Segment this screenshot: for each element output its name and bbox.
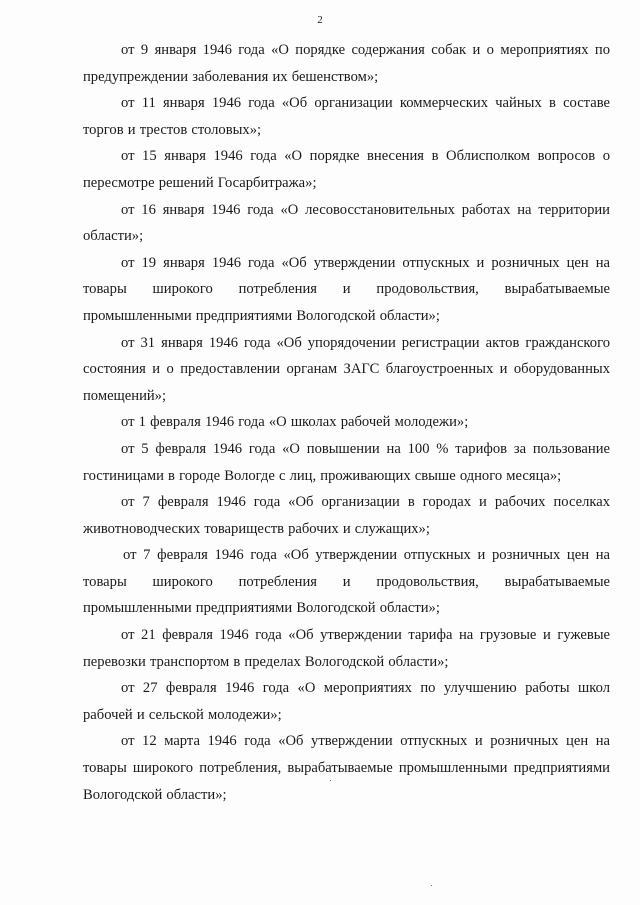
decree-item-jan-31: от 31 января 1946 года «Об упорядочении регистрации актов гражданского состояния и о предоставлении органам ЗАГС благоустроенных и оборудованных помещений»; <box>83 334 610 404</box>
scan-speck <box>431 885 432 886</box>
decree-list <box>83 37 610 808</box>
decree-item-feb-7-livestock: от 7 февраля 1946 года «Об организации в городах и рабочих поселках животноводческих товариществ рабочих и служащих»; <box>83 494 610 537</box>
decree-item-feb-21: от 21 февраля 1946 года «Об утверждении тарифа на грузовые и гужевые перевозки транспортом в пределах Вологодской области»; <box>83 627 610 670</box>
decree-item-feb-7-prices: от 7 февраля 1946 года «Об утверждении отпускных и розничных цен на товары широкого потребления и продовольствия, вырабатываемые промышленными предприятиями Вологодской области»; <box>83 547 610 617</box>
decree-item-jan-15: от 15 января 1946 года «О порядке внесения в Облисполком вопросов о пересмотре решений Госарбитража»; <box>83 148 610 191</box>
decree-item-jan-11: от 11 января 1946 года «Об организации коммерческих чайных в составе торгов и трестов столовых»; <box>83 95 610 138</box>
decree-item-jan-16: от 16 января 1946 года «О лесовосстановительных работах на территории области»; <box>83 201 610 245</box>
page-number: 2 <box>317 14 323 26</box>
decree-item-mar-12: от 12 марта 1946 года «Об утверждении отпускных и розничных цен на товары широкого потребления, вырабатываемые промышленными предприятиями Вологодской области»; <box>83 733 610 803</box>
decree-item-feb-5: от 5 февраля 1946 года «О повышении на 100 % тарифов за пользование гостиницами в городе Вологде с лиц, проживающих свыше одного месяца»; <box>83 440 610 484</box>
scan-speck <box>330 780 331 781</box>
decree-item-feb-1: от 1 февраля 1946 года «О школах рабочей молодежи»; <box>121 414 469 431</box>
decree-item-jan-19: от 19 января 1946 года «Об утверждении отпускных и розничных цен на товары широкого потребления и продовольствия, вырабатываемые промышленными предприятиями Вологодской области»; <box>83 254 610 324</box>
decree-item-jan-9: от 9 января 1946 года «О порядке содержания собак и о мероприятиях по предупреждении заболевания их бешенством»; <box>83 42 610 85</box>
decree-item-feb-27: от 27 февраля 1946 года «О мероприятиях по улучшению работы школ рабочей и сельской молодежи»; <box>83 680 610 723</box>
